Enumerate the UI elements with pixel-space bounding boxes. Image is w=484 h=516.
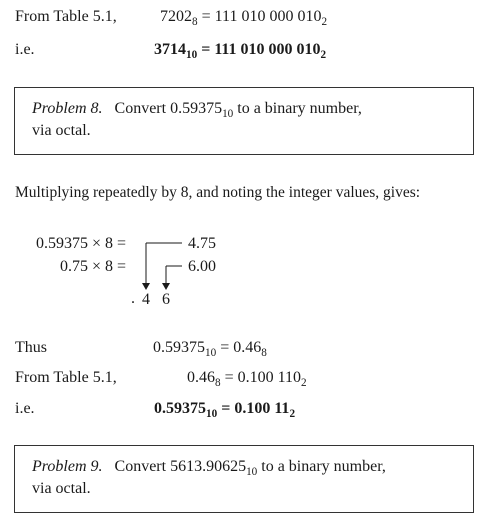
problem8-line2: via octal. <box>32 122 91 139</box>
line1-eq: = <box>197 8 215 25</box>
ie2-equation <box>154 400 295 418</box>
problem9-text-post: to a binary number, <box>257 458 386 475</box>
multiply-row1-rhs: 4.75 <box>188 235 216 252</box>
arrow2-head <box>162 283 170 290</box>
from-table-eq: = <box>220 369 238 386</box>
from-table-rhs-base: 2 <box>301 376 307 389</box>
problem9-line1 <box>32 458 386 476</box>
result-dot: . <box>131 290 135 307</box>
line2-lhs: 3714 <box>154 41 186 58</box>
thus-label: Thus <box>15 339 47 356</box>
result-digit-2: 6 <box>162 291 170 308</box>
line1-rhs: 111 010 000 010 <box>214 8 322 25</box>
from-table-lhs: 0.46 <box>187 369 215 386</box>
ie2-label: i.e. <box>15 400 35 417</box>
line2-label: i.e. <box>15 41 35 58</box>
thus-rhs-base: 8 <box>261 346 267 359</box>
line2-rhs-base: 2 <box>320 48 327 61</box>
problem9-line2: via octal. <box>32 480 91 497</box>
thus-lhs: 0.59375 <box>153 339 205 356</box>
multiply-intro: Multiplying repeatedly by 8, and noting the integer values, gives: <box>15 184 421 201</box>
line2-rhs: 111 010 000 010 <box>214 41 321 58</box>
problem9-heading: Problem 9. <box>32 458 103 475</box>
problem9-text-base: 10 <box>246 465 258 478</box>
thus-rhs: 0.46 <box>233 339 262 356</box>
ie2-lhs-base: 10 <box>206 407 218 420</box>
multiply-row2-rhs: 6.00 <box>188 258 216 275</box>
thus-eq: = <box>216 339 234 356</box>
line2-lhs-base: 10 <box>186 48 198 61</box>
problem8-text-pre: Convert 0.59375 <box>114 100 223 117</box>
line2-eq: = <box>197 41 215 58</box>
line1-lhs: 7202 <box>160 8 192 25</box>
multiply-row2-lhs: 0.75 × 8 = <box>59 258 126 275</box>
line1-rhs-base: 2 <box>321 15 328 28</box>
line1-lhs-base: 8 <box>192 15 198 28</box>
from-table-lhs-base: 8 <box>215 376 221 389</box>
thus-lhs-base: 10 <box>205 346 217 359</box>
from-table-equation <box>187 369 307 387</box>
problem8-text-post: to a binary number, <box>233 100 362 117</box>
from-table-label: From Table 5.1, <box>15 369 117 386</box>
ie2-lhs: 0.59375 <box>154 400 206 417</box>
problem9-text-pre: Convert 5613.90625 <box>114 458 247 475</box>
arrow1-head <box>142 283 150 290</box>
result-digit-1: 4 <box>142 291 150 308</box>
problem9-box <box>14 445 474 513</box>
line1-label: From Table 5.1, <box>15 8 117 25</box>
thus-equation <box>153 339 267 357</box>
ie2-rhs-base: 2 <box>289 407 296 420</box>
problem8-heading: Problem 8. <box>32 100 103 117</box>
multiply-row1-lhs: 0.59375 × 8 = <box>35 235 126 252</box>
ie2-eq: = <box>217 400 235 417</box>
problem8-text-base: 10 <box>222 107 234 120</box>
from-table-rhs: 0.100 110 <box>237 369 302 386</box>
ie2-rhs: 0.100 11 <box>234 400 290 417</box>
